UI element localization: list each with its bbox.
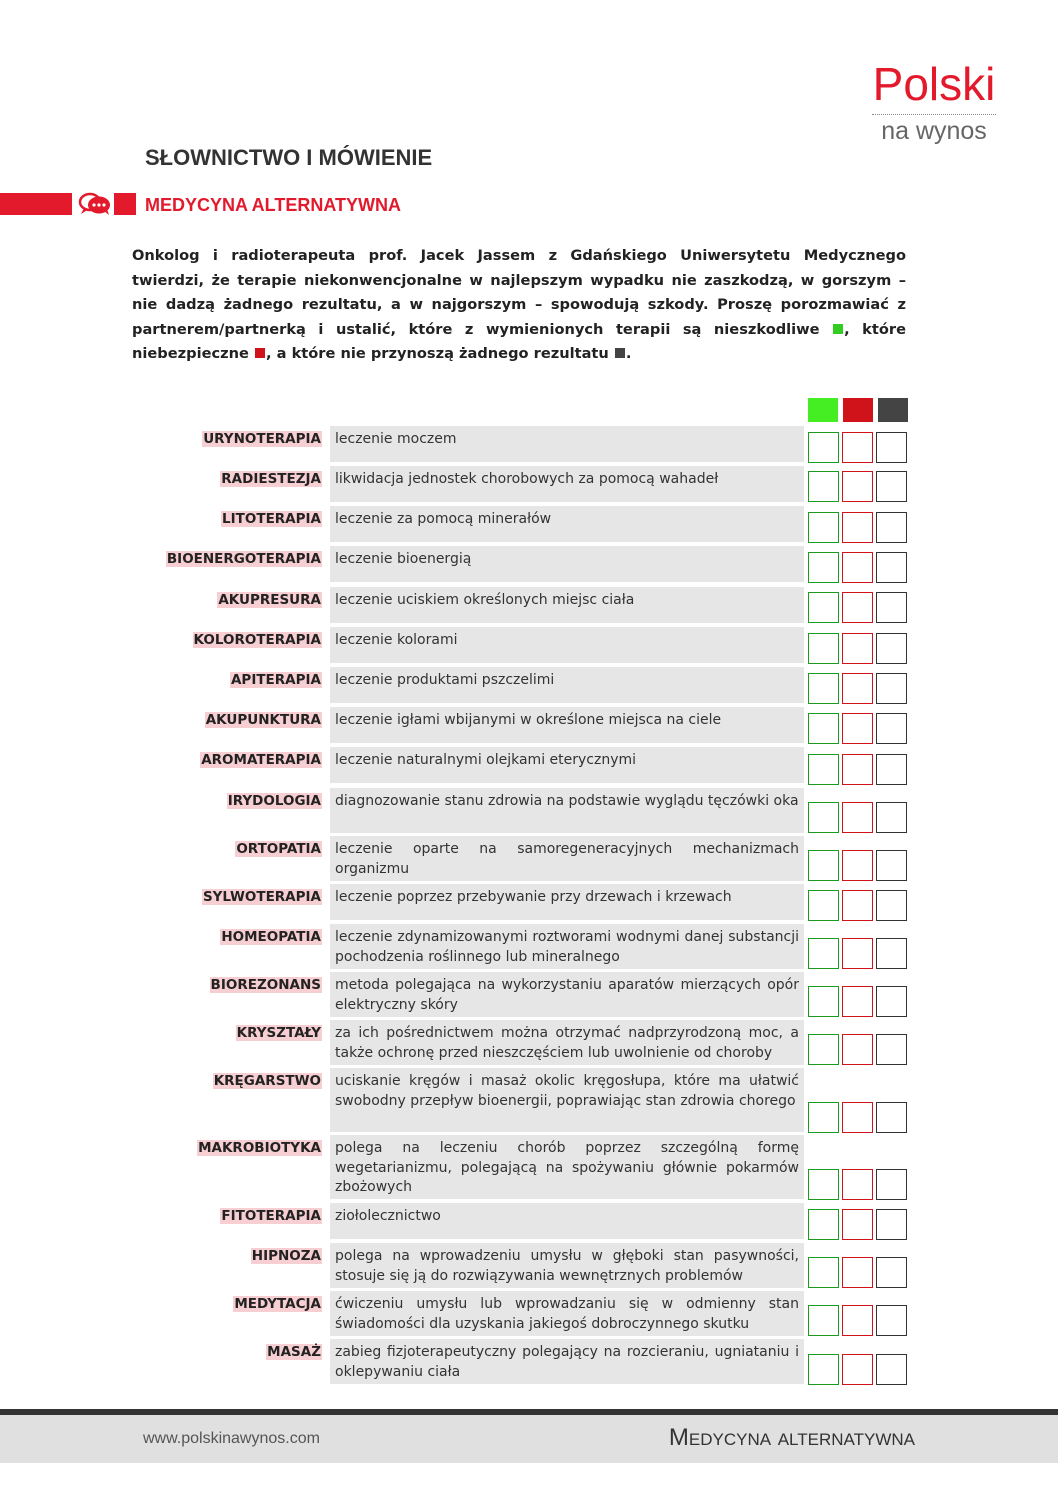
harmless-checkbox[interactable] [808, 938, 839, 969]
dangerous-checkbox[interactable] [842, 1169, 873, 1200]
harmless-checkbox[interactable] [808, 1169, 839, 1200]
harmless-checkbox[interactable] [808, 512, 839, 543]
harmless-checkbox[interactable] [808, 432, 839, 463]
no-result-checkbox[interactable] [876, 432, 907, 463]
therapy-name-text: URYNOTERAPIA [203, 431, 321, 447]
brand-logo [868, 58, 1000, 147]
therapy-description: ćwiczeniu umysłu lub wprowadzaniu się w odmienny stan świadomości dla uzyskania jakiegoś dobroczynnego skutku [330, 1291, 804, 1336]
no-result-checkbox[interactable] [876, 850, 907, 881]
dangerous-checkbox[interactable] [842, 938, 873, 969]
page-title: SŁOWNICTWO I MÓWIENIE [145, 145, 433, 170]
dangerous-checkbox[interactable] [842, 1257, 873, 1288]
therapy-name [166, 551, 322, 567]
therapy-name-text: BIOENERGOTERAPIA [166, 551, 321, 567]
therapy-name-text: MASAŻ [267, 1344, 321, 1360]
therapy-name-text: AKUPUNKTURA [205, 712, 321, 728]
therapy-name [202, 889, 322, 905]
therapy-description: metoda polegająca na wykorzystaniu aparatów mierzących opór elektryczny skóry [330, 972, 804, 1017]
therapy-name-text: HOMEOPATIA [221, 929, 321, 945]
therapy-name-text: FITOTERAPIA [221, 1208, 321, 1224]
no-result-checkbox[interactable] [876, 986, 907, 1017]
harmless-checkbox[interactable] [808, 754, 839, 785]
instructions-text-1: Onkolog i radioterapeuta prof. Jacek Jassem z Gdańskiego Uniwersytetu Medycznego twierdzi, że terapie niekonwencjonalne w najlepszym wypadku nie zaszkodzą, w gorszym – nie dadzą żadnego rezultatu, a w najgorszym – spowodują szkody. Proszę porozmawiać z partnerem/partnerką i ustalić, które z wymienionych terapii są nieszkodliwe [132, 247, 906, 338]
dangerous-checkbox[interactable] [842, 512, 873, 543]
therapy-name [230, 672, 322, 688]
therapy-name-text: LITOTERAPIA [222, 511, 321, 527]
no-result-checkbox[interactable] [876, 633, 907, 664]
dangerous-checkbox[interactable] [842, 552, 873, 583]
therapy-description: polega na leczeniu chorób poprzez szczególną formę wegetarianizmu, polegającą na spożywaniu głównie pokarmów zbożowych [330, 1135, 804, 1199]
harmless-checkbox[interactable] [808, 1305, 839, 1336]
gray-square-icon [615, 348, 625, 358]
therapy-description: likwidacja jednostek chorobowych za pomocą wahadeł [330, 466, 804, 502]
red-square-icon [255, 348, 265, 358]
harmless-checkbox[interactable] [808, 592, 839, 623]
no-result-checkbox[interactable] [876, 1209, 907, 1240]
therapy-name-text: RADIESTEZJA [221, 471, 321, 487]
instructions-text-2: , które niebezpieczne [132, 320, 906, 362]
no-result-checkbox[interactable] [876, 1034, 907, 1065]
dangerous-checkbox[interactable] [842, 850, 873, 881]
speech-bubbles-icon [78, 192, 112, 216]
therapy-description: uciskanie kręgów i masaż okolic kręgosłupa, które ma ułatwić swobodny przepływ bioenergii, poprawiając stan zdrowia chorego [330, 1068, 804, 1132]
legend-no-result-swatch [878, 398, 908, 422]
no-result-checkbox[interactable] [876, 938, 907, 969]
therapy-description: leczenie kolorami [330, 627, 804, 663]
footer-title: Medycyna alternatywna [668, 1424, 915, 1451]
harmless-checkbox[interactable] [808, 850, 839, 881]
no-result-checkbox[interactable] [876, 802, 907, 833]
therapy-description: ziołolecznictwo [330, 1203, 804, 1239]
therapy-name [227, 793, 322, 809]
instructions [132, 244, 906, 367]
instructions-text-3: , a które nie przynoszą żadnego rezultatu [266, 345, 609, 362]
no-result-checkbox[interactable] [876, 1102, 907, 1133]
no-result-checkbox[interactable] [876, 1354, 907, 1385]
therapy-description: leczenie oparte na samoregeneracyjnych mechanizmach organizmu [330, 836, 804, 881]
harmless-checkbox[interactable] [808, 713, 839, 744]
therapy-description: leczenie uciskiem określonych miejsc ciała [330, 587, 804, 623]
therapy-name-text: KOLOROTERAPIA [193, 632, 321, 648]
therapy-name-text: AKUPRESURA [218, 592, 321, 608]
harmless-checkbox[interactable] [808, 1102, 839, 1133]
section-bar-left [0, 193, 72, 215]
harmless-checkbox[interactable] [808, 986, 839, 1017]
no-result-checkbox[interactable] [876, 552, 907, 583]
footer-url[interactable]: www.polskinawynos.com [143, 1430, 320, 1447]
therapy-name-text: ORTOPATIA [236, 841, 321, 857]
dangerous-checkbox[interactable] [842, 673, 873, 704]
dangerous-checkbox[interactable] [842, 890, 873, 921]
harmless-checkbox[interactable] [808, 1257, 839, 1288]
therapy-description: leczenie za pomocą minerałów [330, 506, 804, 542]
therapy-name-text: KRĘGARSTWO [213, 1073, 321, 1089]
no-result-checkbox[interactable] [876, 754, 907, 785]
therapy-name [236, 1025, 322, 1041]
logo-bottom-text: na wynos [881, 117, 987, 145]
therapy-name-text: SYLWOTERAPIA [202, 889, 321, 905]
section-title: MEDYCYNA ALTERNATYWNA [145, 195, 401, 215]
therapy-name [220, 929, 322, 945]
therapy-description: polega na wprowadzeniu umysłu w głęboki stan pasywności, stosuje się ją do rozwiązywania wewnętrznych problemów [330, 1243, 804, 1288]
therapy-name-text: HIPNOZA [251, 1248, 321, 1264]
dangerous-checkbox[interactable] [842, 802, 873, 833]
therapy-name-text: AROMATERAPIA [201, 752, 321, 768]
dangerous-checkbox[interactable] [842, 471, 873, 502]
dangerous-checkbox[interactable] [842, 1354, 873, 1385]
therapy-name [220, 471, 322, 487]
therapy-description: za ich pośrednictwem można otrzymać nadprzyrodzoną moc, a także ochronę przed nieszczęściem lub uwolnienie od choroby [330, 1020, 804, 1065]
dangerous-checkbox[interactable] [842, 754, 873, 785]
no-result-checkbox[interactable] [876, 713, 907, 744]
harmless-checkbox[interactable] [808, 802, 839, 833]
legend-harmless-swatch [808, 398, 838, 422]
therapy-name-text: APITERAPIA [230, 672, 321, 688]
harmless-checkbox[interactable] [808, 471, 839, 502]
therapy-description: diagnozowanie stanu zdrowia na podstawie wyglądu tęczówki oka [330, 788, 804, 833]
harmless-checkbox[interactable] [808, 1034, 839, 1065]
therapy-name [251, 1248, 322, 1264]
therapy-name [266, 1344, 322, 1360]
therapy-name [210, 977, 322, 993]
harmless-checkbox[interactable] [808, 890, 839, 921]
dangerous-checkbox[interactable] [842, 1102, 873, 1133]
no-result-checkbox[interactable] [876, 890, 907, 921]
green-square-icon [833, 324, 843, 334]
dangerous-checkbox[interactable] [842, 986, 873, 1017]
dangerous-checkbox[interactable] [842, 1209, 873, 1240]
no-result-checkbox[interactable] [876, 592, 907, 623]
therapy-name [217, 592, 322, 608]
therapy-name-text: BIOREZONANS [210, 977, 321, 993]
no-result-checkbox[interactable] [876, 512, 907, 543]
section-bar-right [114, 193, 136, 215]
therapy-name [202, 431, 322, 447]
instructions-text-4: . [625, 345, 632, 362]
legend-dangerous-swatch [843, 398, 873, 422]
therapy-name [233, 1296, 322, 1312]
therapy-description: leczenie produktami pszczelimi [330, 667, 804, 703]
therapy-description: leczenie poprzez przebywanie przy drzewach i krzewach [330, 884, 804, 920]
no-result-checkbox[interactable] [876, 1169, 907, 1200]
therapy-name-text: IRYDOLOGIA [227, 793, 321, 809]
therapy-name-text: MEDYTACJA [234, 1296, 321, 1312]
therapy-description: leczenie zdynamizowanymi roztworami wodnymi danej substancji pochodzenia roślinnego lub mineralnego [330, 924, 804, 969]
dangerous-checkbox[interactable] [842, 633, 873, 664]
therapy-name [205, 712, 322, 728]
therapy-name [221, 511, 322, 527]
no-result-checkbox[interactable] [876, 471, 907, 502]
logo-top-text: Polski [872, 58, 996, 110]
therapy-name [193, 632, 322, 648]
harmless-checkbox[interactable] [808, 1209, 839, 1240]
dangerous-checkbox[interactable] [842, 592, 873, 623]
dangerous-checkbox[interactable] [842, 1034, 873, 1065]
dangerous-checkbox[interactable] [842, 432, 873, 463]
therapy-name-text: KRYSZTAŁY [236, 1025, 321, 1041]
harmless-checkbox[interactable] [808, 552, 839, 583]
therapy-name [200, 752, 322, 768]
therapy-description: leczenie naturalnymi olejkami eterycznymi [330, 747, 804, 783]
therapy-name [213, 1073, 322, 1089]
no-result-checkbox[interactable] [876, 673, 907, 704]
harmless-checkbox[interactable] [808, 1354, 839, 1385]
therapy-description: zabieg fizjoterapeutyczny polegający na rozcieraniu, ugniataniu i oklepywaniu ciała [330, 1339, 804, 1384]
harmless-checkbox[interactable] [808, 633, 839, 664]
therapy-description: leczenie igłami wbijanymi w określone miejsca na ciele [330, 707, 804, 743]
dangerous-checkbox[interactable] [842, 713, 873, 744]
harmless-checkbox[interactable] [808, 673, 839, 704]
therapy-name [235, 841, 322, 857]
dangerous-checkbox[interactable] [842, 1305, 873, 1336]
therapy-name [220, 1208, 322, 1224]
therapy-name [197, 1140, 322, 1156]
therapy-description: leczenie bioenergią [330, 546, 804, 582]
no-result-checkbox[interactable] [876, 1257, 907, 1288]
therapy-description: leczenie moczem [330, 426, 804, 462]
therapy-name-text: MAKROBIOTYKA [198, 1140, 321, 1156]
no-result-checkbox[interactable] [876, 1305, 907, 1336]
